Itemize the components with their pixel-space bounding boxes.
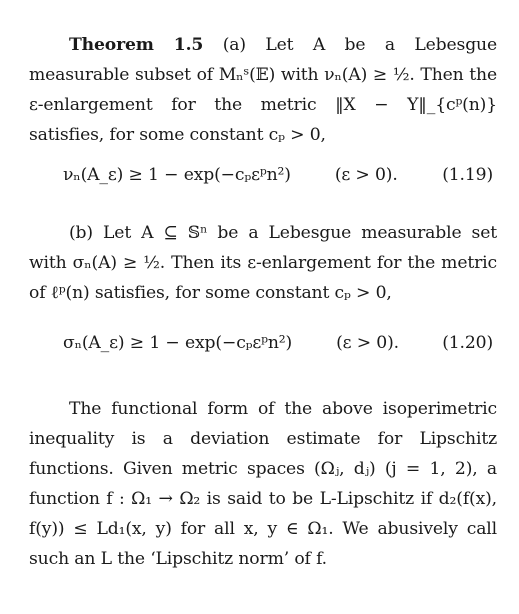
theorem-part-a-text: (a) Let A be a Lebesgue measurable subset of Mₙˢ(𝔼) with νₙ(A) ≥ ½. Then the ε-enlargement for the metric ‖X − Y‖_{cᵖ(n)} satisfies, for some constant cₚ > 0, — [29, 35, 497, 145]
equation-condition: (ε > 0). — [334, 165, 398, 185]
theorem-part-b: (b) Let A ⊆ 𝕊ⁿ be a Lebesgue measurable set with σₙ(A) ≥ ½. Then its ε-enlargement for the metric of ℓᵖ(n) satisfies, for some constant cₚ > 0, — [29, 223, 497, 303]
theorem-part-a — [29, 30, 497, 150]
theorem-label: Theorem 1.5 — [69, 35, 204, 55]
equation-condition: (ε > 0). — [336, 333, 399, 353]
equation-formula: νₙ(A_ε) ≥ 1 − exp(−cₚεᵖn²) — [63, 165, 291, 185]
equation-1-19 — [29, 160, 497, 190]
equation-number: (1.20) — [442, 333, 493, 353]
equation-formula: σₙ(A_ε) ≥ 1 − exp(−cₚεᵖn²) — [63, 333, 293, 353]
equation-number: (1.19) — [442, 165, 493, 185]
body-paragraph: The functional form of the above isoperimetric inequality is a deviation estimate for Lipschitz functions. Given metric spaces (Ωⱼ, dⱼ) (j = 1, 2), a function f : Ω₁ → Ω₂ is said to be L-Lipschitz if d₂(f(x), f(y)) ≤ Ld₁(x, y) for all x, y ∈ Ω₁. We abusively call such an L the ‘Lipschitz norm’ of f. — [29, 399, 497, 569]
equation-1-20 — [29, 328, 497, 358]
